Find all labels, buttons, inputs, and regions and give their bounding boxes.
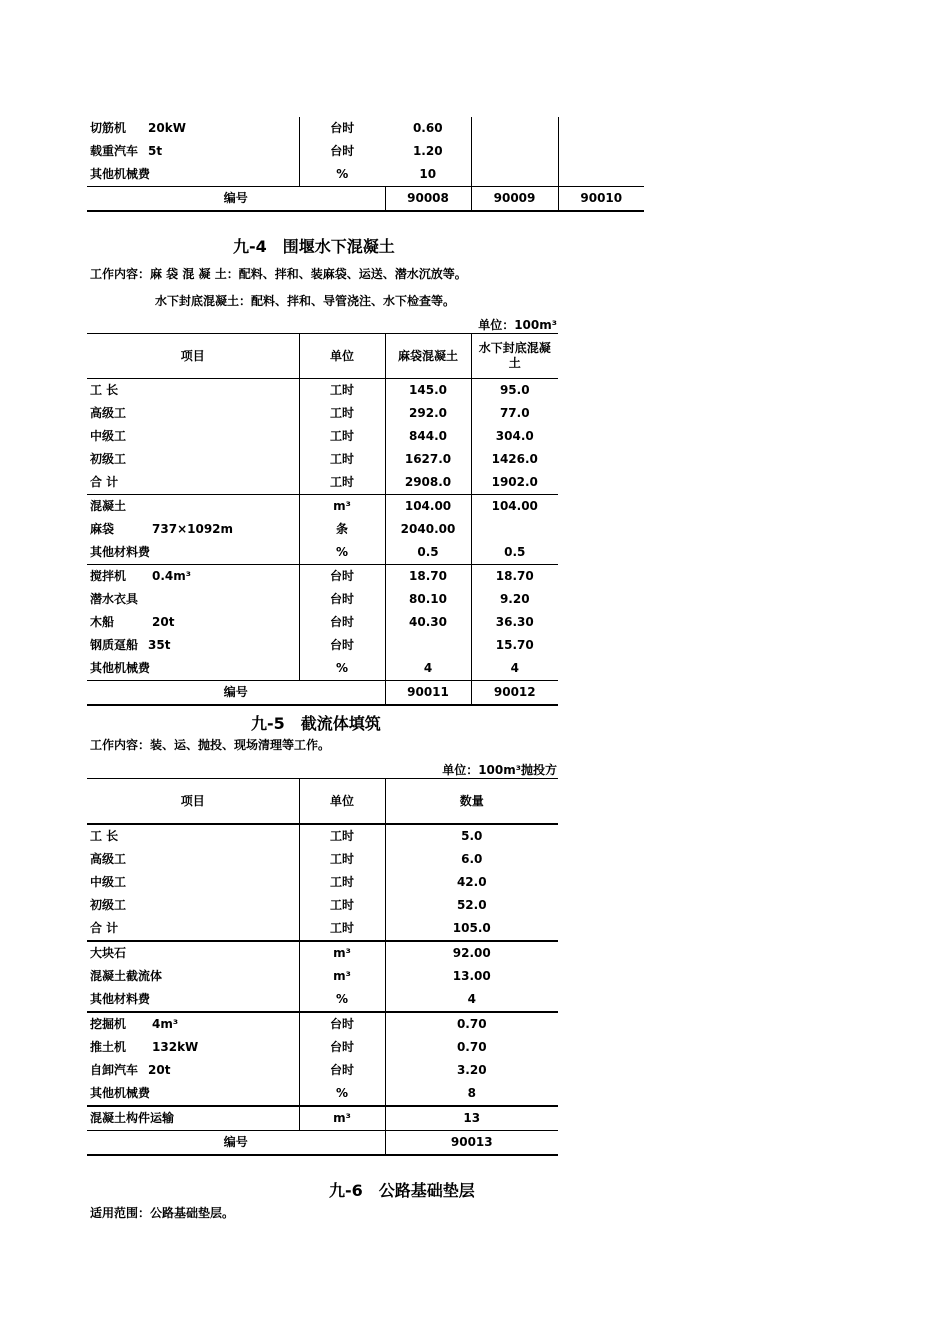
item-name: 搅拌机: [90, 569, 127, 583]
table-row: [87, 518, 558, 541]
item-value: [471, 163, 558, 187]
code-value: 90008: [385, 187, 471, 212]
item-spec: 0.4m³: [152, 569, 192, 583]
item-value: 304.0: [495, 429, 534, 443]
table-row: [87, 1012, 558, 1036]
item-name: 混凝土: [90, 499, 127, 513]
code-row: [87, 1131, 558, 1156]
work-content: 工作内容：麻 袋 混 凝 土：配料、拌和、装麻袋、运送、潜水沉放等。: [90, 267, 467, 281]
item-unit: 工时: [299, 402, 385, 425]
item-name: 其他材料费: [90, 545, 151, 559]
item-value: [385, 634, 471, 657]
code-value: 90009: [471, 187, 558, 212]
header-cell: 单位: [299, 779, 385, 825]
item-unit: %: [299, 541, 385, 565]
scope-text: 适用范围：公路基础垫层。: [90, 1206, 235, 1220]
item-value: 1627.0: [385, 448, 471, 471]
item-value: 36.30: [495, 615, 534, 629]
item-value: 92.00: [385, 941, 558, 965]
item-value: 9.20: [499, 592, 530, 606]
item-value: 6.0: [461, 852, 483, 866]
header-cell: 水下封底混凝土: [471, 334, 558, 379]
item-name: 合 计: [90, 921, 119, 935]
item-value: 0.70: [456, 1040, 487, 1054]
item-unit: 台时: [330, 144, 355, 158]
table-header: [87, 334, 558, 379]
item-name: 中级工: [90, 429, 127, 443]
item-unit: %: [336, 167, 349, 181]
header-cell: 单位: [299, 334, 385, 379]
table-continuation: [87, 117, 644, 212]
item-spec: 4m³: [152, 1017, 179, 1031]
item-name: 切筋机: [90, 121, 127, 135]
item-unit: %: [299, 657, 385, 681]
section-title-9-4: 九-4 围堰水下混凝土: [233, 237, 395, 256]
item-name: 工 长: [90, 383, 119, 397]
item-spec: 5t: [148, 144, 163, 158]
item-value: 1426.0: [491, 452, 538, 466]
item-unit: m³: [299, 1106, 385, 1131]
item-value: 40.30: [385, 611, 471, 634]
item-value: 844.0: [385, 425, 471, 448]
item-name: 挖掘机: [90, 1017, 127, 1031]
table-row: [87, 941, 558, 965]
item-name: 混凝土截流体: [90, 969, 163, 983]
item-spec: 35t: [148, 638, 171, 652]
table-row: [87, 379, 558, 403]
table-row: [87, 917, 558, 941]
item-value: [558, 117, 644, 140]
item-name: 其他机械费: [90, 1086, 151, 1100]
item-value: 2908.0: [385, 471, 471, 495]
table-row: [87, 824, 558, 848]
item-name: 钢质趸船: [90, 638, 139, 652]
unit-label: 单位：100m³抛投方: [442, 763, 557, 777]
item-unit: m³: [299, 965, 385, 988]
item-value: 4: [510, 661, 519, 675]
table-row: [87, 1036, 558, 1059]
table-row: [87, 425, 558, 448]
item-unit: 工时: [299, 448, 385, 471]
item-name: 初级工: [90, 452, 127, 466]
item-unit: 台时: [299, 634, 385, 657]
table-row: [87, 848, 558, 871]
table-9-5: [87, 778, 558, 1156]
code-row: [87, 187, 644, 212]
item-unit: 工时: [299, 848, 385, 871]
item-unit: m³: [299, 941, 385, 965]
item-name: 大块石: [90, 946, 127, 960]
item-value: 292.0: [385, 402, 471, 425]
item-value: 13.00: [452, 969, 491, 983]
item-unit: 台时: [299, 588, 385, 611]
table-row: [87, 1106, 558, 1131]
item-value: 104.00: [385, 495, 471, 519]
item-unit: 台时: [330, 121, 355, 135]
item-unit: 台时: [299, 1036, 385, 1059]
item-name: 载重汽车: [90, 144, 139, 158]
item-value: 95.0: [499, 383, 530, 397]
item-name: 自卸汽车: [90, 1063, 139, 1077]
item-name: 潜水衣具: [90, 592, 139, 606]
item-value: 42.0: [456, 875, 487, 889]
item-value: 0.60: [385, 117, 471, 140]
table-row: [87, 163, 644, 187]
item-unit: 条: [299, 518, 385, 541]
item-unit: 台时: [299, 611, 385, 634]
code-value: 90011: [385, 681, 471, 706]
code-label: 编号: [87, 1131, 385, 1156]
header-cell: 项目: [87, 334, 299, 379]
table-row: [87, 634, 558, 657]
item-value: [471, 117, 558, 140]
item-unit: 工时: [299, 917, 385, 941]
item-value: [471, 518, 558, 541]
item-name: 其他机械费: [90, 661, 151, 675]
item-name: 高级工: [90, 852, 127, 866]
item-value: 5.0: [461, 829, 483, 843]
item-value: [471, 140, 558, 163]
item-name: 中级工: [90, 875, 127, 889]
item-value: 77.0: [499, 406, 530, 420]
table-header: [87, 779, 558, 825]
header-cell: 项目: [87, 779, 299, 825]
item-spec: 20t: [152, 615, 175, 629]
item-value: 145.0: [385, 379, 471, 403]
code-value: 90010: [558, 187, 644, 212]
table-9-4: [87, 333, 558, 706]
item-value: 1.20: [385, 140, 471, 163]
item-value: 80.10: [385, 588, 471, 611]
table-row: [87, 565, 558, 589]
item-value: 0.5: [504, 545, 526, 559]
item-value: [558, 163, 644, 187]
item-name: 工 长: [90, 829, 119, 843]
item-name: 其他机械费: [87, 163, 299, 187]
item-value: 52.0: [456, 898, 487, 912]
item-value: 105.0: [452, 921, 491, 935]
item-name: 高级工: [90, 406, 127, 420]
item-unit: 台时: [299, 565, 385, 589]
code-value: 90013: [385, 1131, 558, 1156]
item-unit: 工时: [299, 894, 385, 917]
item-name: 初级工: [90, 898, 127, 912]
item-value: 2040.00: [385, 518, 471, 541]
item-unit: 工时: [299, 471, 385, 495]
item-name: 木船: [90, 615, 115, 629]
table-row: [87, 495, 558, 519]
table-row: [87, 471, 558, 495]
item-spec: 20t: [148, 1063, 171, 1077]
table-row: [87, 871, 558, 894]
item-unit: 台时: [299, 1059, 385, 1082]
item-value: 18.70: [471, 565, 558, 589]
item-value: 10: [385, 163, 471, 187]
table-row: [87, 1082, 558, 1106]
item-unit: 工时: [299, 824, 385, 848]
item-unit: 台时: [299, 1012, 385, 1036]
header-cell: 麻袋混凝土: [385, 334, 471, 379]
code-label: 编号: [87, 187, 385, 212]
item-value: 18.70: [385, 565, 471, 589]
work-content-2: 水下封底混凝土：配料、拌和、导管浇注、水下检查等。: [155, 294, 456, 308]
table-row: [87, 1059, 558, 1082]
item-spec: 20kW: [148, 121, 186, 135]
item-value: 0.5: [385, 541, 471, 565]
code-row: [87, 681, 558, 706]
table-row: [87, 657, 558, 681]
item-value: 104.00: [471, 495, 558, 519]
item-name: 混凝土构件运输: [90, 1111, 175, 1125]
item-value: 8: [467, 1086, 476, 1100]
item-value: 1902.0: [491, 475, 538, 489]
item-name: 其他材料费: [90, 992, 151, 1006]
item-unit: 工时: [299, 425, 385, 448]
table-row: [87, 140, 644, 163]
item-unit: %: [299, 1082, 385, 1106]
section-title-9-6: 九-6 公路基础垫层: [329, 1181, 475, 1200]
header-cell: 数量: [385, 779, 558, 825]
item-unit: 工时: [299, 871, 385, 894]
table-row: [87, 541, 558, 565]
unit-label: 单位：100m³: [478, 318, 557, 332]
item-value: 4: [467, 992, 476, 1006]
code-label: 编号: [87, 681, 385, 706]
item-value: 0.70: [385, 1012, 558, 1036]
table-row: [87, 117, 644, 140]
item-spec: 132kW: [152, 1040, 199, 1054]
item-value: [558, 140, 644, 163]
table-row: [87, 402, 558, 425]
item-value: 15.70: [495, 638, 534, 652]
table-row: [87, 611, 558, 634]
item-name: 麻袋: [90, 522, 115, 536]
table-row: [87, 988, 558, 1012]
table-row: [87, 588, 558, 611]
table-row: [87, 448, 558, 471]
item-value: 3.20: [456, 1063, 487, 1077]
item-unit: 工时: [299, 379, 385, 403]
section-title-9-5: 九-5 截流体填筑: [251, 714, 381, 733]
code-value: 90012: [471, 681, 558, 706]
item-unit: m³: [299, 495, 385, 519]
item-spec: 737×1092m: [152, 522, 234, 536]
item-value: 4: [385, 657, 471, 681]
item-unit: %: [299, 988, 385, 1012]
item-name: 推土机: [90, 1040, 127, 1054]
item-name: 合 计: [90, 475, 119, 489]
work-content: 工作内容：装、运、抛投、现场清理等工作。: [90, 738, 331, 752]
item-value: 13: [385, 1106, 558, 1131]
table-row: [87, 965, 558, 988]
table-row: [87, 894, 558, 917]
